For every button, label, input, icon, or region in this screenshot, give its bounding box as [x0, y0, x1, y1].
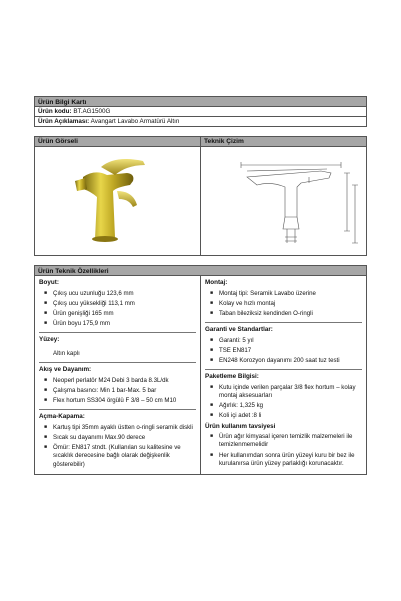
card-title: Ürün Bilgi Kartı — [34, 96, 367, 107]
usage-advice-item: ■ Her kullanımdan sonra ürün yüzeyi kuru bir bez ile kurulanırsa ürün yüzey parlaklığı korunacaktır. — [205, 452, 362, 468]
opening-closing-title: Açma-Kapama: — [39, 413, 85, 421]
size-item: ■ Çıkış ucu yüksekliği 113,1 mm — [39, 300, 196, 308]
faucet-image — [35, 147, 201, 255]
divider — [205, 369, 362, 370]
opening-closing-item: ■ Ömür: EN817 stndt. (Kullanılan su kalitesine ve sıcaklık derecesine bağlı olarak değişkenlik gösterebilir) — [39, 444, 196, 469]
size-item: ■ Ürün genişliği 165 mm — [39, 310, 196, 318]
surface-title: Yüzey: — [39, 336, 60, 344]
technical-drawing — [201, 147, 367, 255]
specs-right-column — [200, 276, 366, 474]
flow-item: ■ Neoperl perlatör M24 Debi 3 barda 8.3L/dk — [39, 377, 196, 385]
flow-item: ■ Çalışma basıncı: Min 1 bar-Max. 5 bar — [39, 387, 196, 395]
warranty-item: ■ Garanti: 5 yıl — [205, 337, 362, 345]
divider — [39, 362, 196, 363]
specs-section — [34, 276, 367, 475]
opening-closing-item: ■ Kartuş tipi 35mm ayaklı üstten o-ringli seramik diskli — [39, 424, 196, 432]
technical-drawing-title: Teknik Çizim — [201, 137, 366, 147]
divider — [205, 322, 362, 323]
visuals-section — [34, 136, 367, 256]
technical-drawing-cell — [200, 137, 366, 255]
warranty-title: Garanti ve Standartlar: — [205, 326, 273, 334]
size-title: Boyut: — [39, 279, 59, 286]
packaging-item: ■ Ağırlık: 1,325 kg — [205, 402, 362, 410]
product-code-row — [34, 107, 367, 117]
warranty-item: ■ TSE EN817 — [205, 347, 362, 355]
product-description-value: Avangart Lavabo Armatürü Altın — [90, 118, 180, 125]
mounting-title: Montaj: — [205, 279, 228, 286]
product-description-row — [34, 117, 367, 127]
divider — [39, 409, 196, 410]
product-description-label: Ürün Açıklaması: — [38, 118, 90, 125]
mounting-item: ■ Montaj tipi: Seramik Lavabo üzerine — [205, 290, 362, 298]
product-image-title: Ürün Görseli — [35, 137, 200, 147]
size-item: ■ Çıkış ucu uzunluğu 123,6 mm — [39, 290, 196, 298]
size-item: ■ Ürün boyu 175,9 mm — [39, 320, 196, 328]
usage-advice-item: ■ Ürün ağır kimyasal içeren temizlik malzemeleri ile temizlenmemelidir — [205, 433, 362, 449]
flow-title: Akış ve Dayanım: — [39, 366, 92, 374]
specs-left-column — [35, 276, 200, 474]
usage-advice-title: Ürün kullanım tavsiyesi — [205, 422, 276, 430]
mounting-item: ■ Kolay ve hızlı montaj — [205, 300, 362, 308]
divider — [39, 332, 196, 333]
product-info-card — [34, 96, 367, 475]
specs-title: Ürün Teknik Özellikleri — [34, 265, 367, 276]
product-code-label: Ürün kodu: — [38, 108, 72, 115]
packaging-item: ■ Kutu içinde verilen parçalar 3/8 flex hortum – kolay montaj aksesuarları — [205, 384, 362, 400]
warranty-item: ■ EN248 Korozyon dayanımı 200 saat tuz testi — [205, 357, 362, 365]
packaging-item: ■ Koli içi adet :8 li — [205, 412, 362, 420]
opening-closing-item: ■ Sıcak su dayanımı Max.90 derece — [39, 434, 196, 442]
mounting-item: ■ Taban bileziksiz kendinden O-ringli — [205, 310, 362, 318]
product-code-value: BT.AG1500G — [73, 108, 111, 115]
surface-item: Altın kaplı — [53, 349, 80, 357]
packaging-title: Paketleme Bilgisi: — [205, 373, 259, 381]
product-image-cell — [35, 137, 200, 255]
flow-item: ■ Flex hortum SS304 örgülü F 3/8 – 50 cm M10 — [39, 397, 196, 405]
